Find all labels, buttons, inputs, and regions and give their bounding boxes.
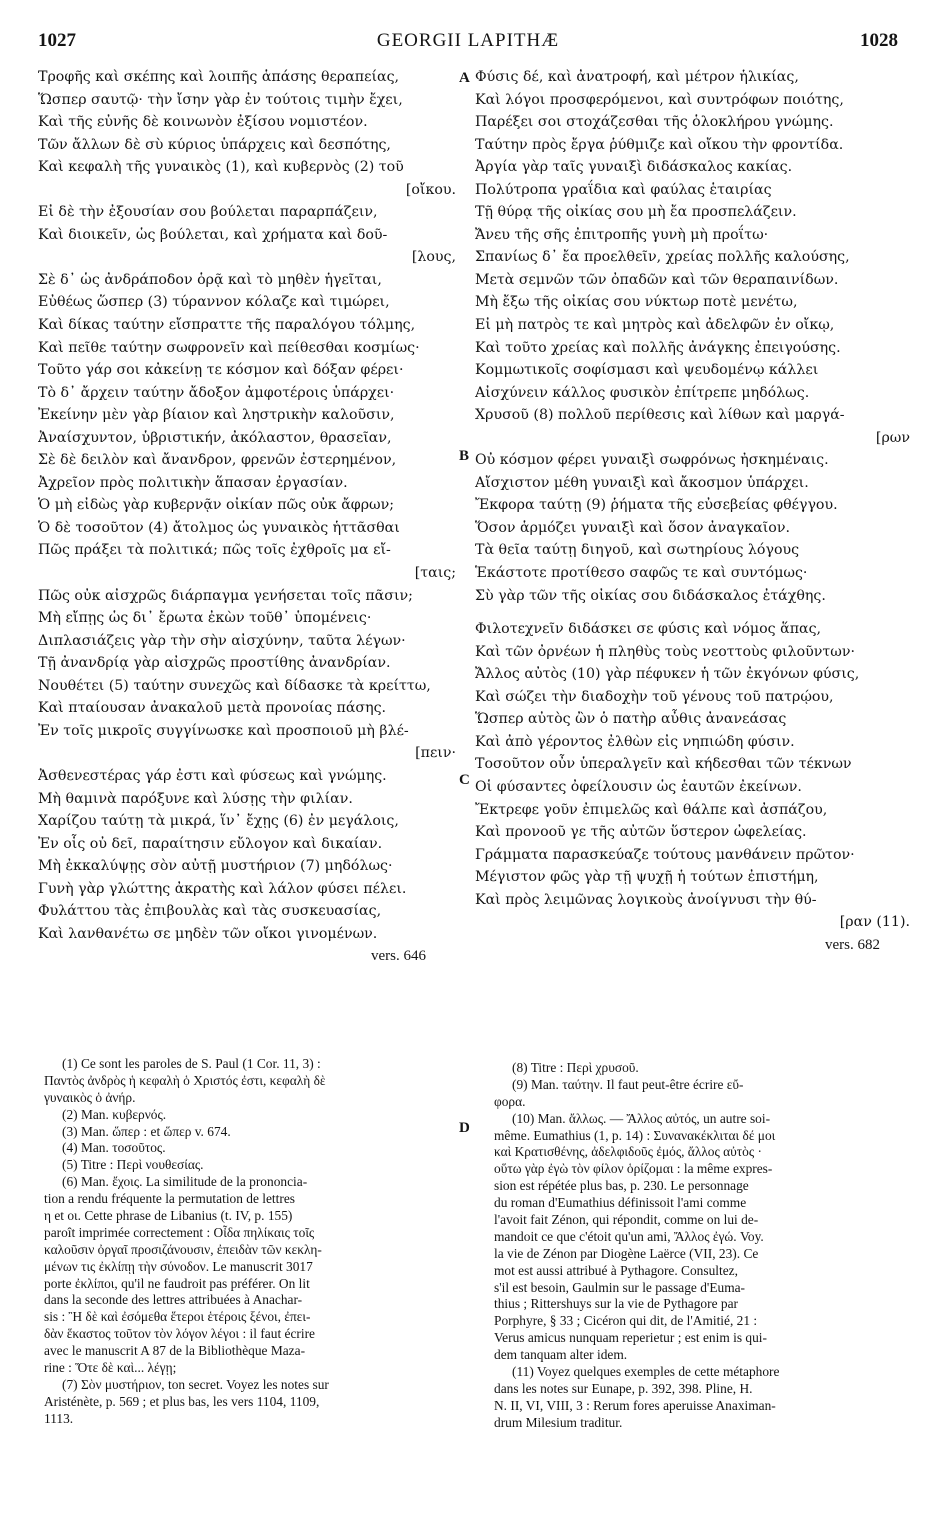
verse-line: Καὶ πρὸς λειμῶνας λογικοὺς ἀνοίγνυσι τὴν θύ- xyxy=(475,891,817,908)
verse-line: Ἀσθενεστέρας γάρ ἐστι καὶ φύσεως καὶ γνώμης. xyxy=(38,767,387,784)
footnote-line: Παντὸς ἀνδρὸς ἡ κεφαλὴ ὁ Χριστός ἐστι, κεφαλὴ δὲ xyxy=(44,1072,326,1088)
verse-line: Ἐν οἷς οὐ δεῖ, παραίτησιν εὔλογον καὶ δικαίαν. xyxy=(38,835,383,852)
footnote-line: porte ἐκλίποι, qu'il ne faudroit pas préférer. On lit xyxy=(44,1275,310,1291)
verse-line: Ὥσπερ σαυτῷ· τὴν ἴσην γὰρ ἐν τούτοις τιμὴν ἔχει, xyxy=(38,91,403,108)
verse-line: Τὸ δ᾽ ἄρχειν ταύτην ἄδοξον ἀμφοτέροις ὑπάρχει· xyxy=(38,384,395,401)
verse-line: Καὶ ἀπὸ γέροντος ἐλθὼν εἰς νηπιώδη φύσιν. xyxy=(475,733,795,750)
verse-line: Καὶ προνοοῦ γε τῆς αὐτῶν ὕστερον ὠφελείας. xyxy=(475,824,807,841)
footnote-line: mot est aussi attribué à Pythagore. Consultez, xyxy=(494,1262,738,1278)
verse-line: Τροφῆς καὶ σκέπης καὶ λοιπῆς ἁπάσης θεραπείας, xyxy=(38,69,400,85)
verse-line: Σὺ γὰρ τῶν τῆς οἰκίας σου διδάσκαλος ἐτάχθης. xyxy=(475,587,826,604)
verse-count: vers. 646 xyxy=(371,948,426,965)
footnote-line: dem tanquam alter idem. xyxy=(494,1347,628,1363)
verse-gap xyxy=(475,607,910,618)
footnote-line: (1) Ce sont les paroles de S. Paul (1 Cor. 11, 3) : xyxy=(62,1056,321,1071)
verse-line: Σὲ δ᾽ ὡς ἀνδράποδον ὁρᾷ καὶ τὸ μηθὲν ἡγεῖται, xyxy=(38,271,382,288)
footnote-line: dans la seconde des lettres attribuées à Anachar- xyxy=(44,1292,303,1308)
verse-line: Φύσις δέ, καὶ ἀνατροφή, καὶ μέτρον ἡλικίας, xyxy=(475,69,799,85)
footnote-line: drum Milesium traditur. xyxy=(494,1414,623,1430)
footnote-line: sis : Ἢ δὲ καὶ ἐσόμεθα ἕτεροι ἑτέροις ξένοι, ἐπει- xyxy=(44,1309,311,1325)
verse-line: Πῶς πράξει τὰ πολιτικά; πῶς τοῖς ἐχθροῖς μα εἴ- xyxy=(38,542,391,559)
footnote-line: 1113. xyxy=(44,1410,74,1426)
footnote-line: paroît imprimée correctement : Οἶδα πηλίκαις τοῖς xyxy=(44,1224,315,1240)
verse-line: Καὶ κεφαλὴ τῆς γυναικὸς (1), καὶ κυβερνὸς (2) τοῦ xyxy=(38,159,404,176)
footnote-line: οὕτω γὰρ ἐγὼ τὸν φίλον ὁρίζομαι : la même expres- xyxy=(494,1161,773,1177)
verse-line: Οὐ κόσμον φέρει γυναιξὶ σωφρόνως ἠσκημέναις. xyxy=(475,452,829,469)
verse-line: Πολύτροπα γραΐδια καὶ φαύλας ἑταιρίας xyxy=(475,181,772,198)
margin-letter-c: C xyxy=(459,772,470,788)
footnote-line: s'il est besoin, Gaulmin sur le passage d'Euma- xyxy=(494,1279,746,1295)
verse-line: Σπανίως δ᾽ ἔα προελθεῖν, χρείας πολλῆς καλούσης, xyxy=(475,249,850,266)
footnote-line: tion a rendu fréquente la permutation de lettres xyxy=(44,1191,295,1207)
footnote-line: sion est répétée plus bas, p. 230. Le personnage xyxy=(494,1178,749,1194)
verse-line: Ἄλλος αὐτὸς (10) γὰρ πέφυκεν ἡ τῶν ἐκγόνων φύσις, xyxy=(475,666,860,683)
footnotes-right xyxy=(494,1060,904,1432)
running-title: GEORGII LAPITHÆ xyxy=(376,30,560,51)
verse-line: Καὶ δίκας ταύτην εἴσπραττε τῆς παραλόγου τόλμης, xyxy=(38,317,416,334)
footnote-line: (10) Man. ἄλλως. — Ἄλλος αὐτός, un autre soi- xyxy=(512,1110,771,1126)
footnote-line: l'avoit fait Zénon, qui répondit, comme on lui de- xyxy=(494,1212,759,1228)
verse-line: [πειν· xyxy=(415,745,456,762)
verse-line: [ραν (11). xyxy=(839,914,910,931)
verse-line: Ἀργία γὰρ ταῖς γυναιξὶ διδάσκαλος κακίας. xyxy=(475,159,793,176)
verse-line: Νουθέτει (5) ταύτην συνεχῶς καὶ δίδασκε τὰ κρείττω, xyxy=(38,677,431,694)
verse-line: Χαρίζου ταύτῃ τὰ μικρά, ἵν᾽ ἔχῃς (6) ἐν μεγάλοις, xyxy=(38,813,399,830)
verse-line: [λους, xyxy=(411,249,456,266)
verse-line: Τοῦτο γάρ σοι κἀκείνῃ τε κόσμον καὶ δόξαν φέρει· xyxy=(38,362,404,379)
verse-line: Γυνὴ γὰρ γλώττης ἀκρατὴς καὶ λάλον φύσει πέλει. xyxy=(38,880,407,897)
verse-line: Ὁ μὴ εἰδὼς γὰρ κυβερνᾷν οἰκίαν πῶς οὐκ ἄφρων; xyxy=(38,497,395,514)
verse-line: Ἐν τοῖς μικροῖς συγγίνωσκε καὶ προσποιοῦ μὴ βλέ- xyxy=(38,722,409,739)
verse-line: Σὲ δὲ δειλὸν καὶ ἄνανδρον, φρενῶν ἐστερημένον, xyxy=(38,452,397,469)
footnote-line: la vie de Zénon par Diogène Laërce (VII, 23). Ce xyxy=(494,1245,759,1261)
footnote-line: η et οι. Cette phrase de Libanius (t. IV, p. 155) xyxy=(44,1208,293,1224)
verse-line: Ὅσον ἁρμόζει γυναιξὶ καὶ ὅσον ἀναγκαῖον. xyxy=(475,519,790,536)
verse-line: Τοσοῦτον οὖν ὑπεραλγεῖν καὶ κήδεσθαι τῶν τέκνων xyxy=(475,756,852,773)
verse-line: Φυλάττου τὰς ἐπιβουλὰς καὶ τὰς συσκευασίας, xyxy=(38,903,382,920)
verse-line: Καὶ πταίουσαν ἀνακαλοῦ μετὰ προνοίας πάσης. xyxy=(38,700,387,717)
footnote-line: Verus amicus nunquam reperietur ; est enim is qui- xyxy=(494,1330,767,1346)
verse-line: Φιλοτεχνεῖν διδάσκει σε φύσις καὶ νόμος ἅπας, xyxy=(475,621,822,638)
footnote-line: (7) Σὸν μυστήριον, ton secret. Voyez les notes sur xyxy=(62,1376,329,1392)
footnote-line: mandoit ce que c'étoit qu'un ami, Ἄλλος ἐγώ. Voy. xyxy=(494,1228,764,1244)
margin-letter-d: D xyxy=(459,1120,470,1136)
verse-line: Ἐκείνην μὲν γὰρ βίαιον καὶ ληστρικὴν καλοῦσιν, xyxy=(38,407,395,424)
verse-column-right xyxy=(475,66,910,956)
footnote-line: (9) Man. ταύτην. Il faut peut-être écrire εὔ- xyxy=(512,1076,744,1092)
verse-line: Τῶν ἄλλων δὲ σὺ κύριος ὑπάρχεις καὶ δεσπότης, xyxy=(38,136,391,153)
verse-line: [ταις; xyxy=(414,565,456,582)
verse-line: Μὴ εἴπῃς ὡς δι᾽ ἔρωτα ἐκὼν τοῦθ᾽ ὑπομένεις· xyxy=(38,610,372,627)
footnote-line: (4) Man. τοσοῦτος. xyxy=(62,1140,166,1156)
footnote-line: (5) Titre : Περὶ νουθεσίας. xyxy=(62,1157,204,1173)
verse-line: Τῇ θύρᾳ τῆς οἰκίας σου μὴ ἔα προσπελάζειν. xyxy=(475,204,797,221)
verse-line: Μὴ θαμινὰ παρόξυνε καὶ λύσῃς τὴν φιλίαν. xyxy=(38,790,353,807)
page-header xyxy=(38,30,898,54)
footnote-line: Aristénète, p. 569 ; et plus bas, les vers 1104, 1109, xyxy=(44,1393,320,1409)
footnote-line: même. Eumathius (1, p. 14) : Συνανακέκλιται δέ μοι xyxy=(494,1127,776,1143)
verse-line: [οἴκου. xyxy=(405,181,456,198)
margin-letter-a: A xyxy=(459,70,470,86)
verse-line: Ἀχρεῖον πρὸς πολιτικὴν ἅπασαν ἐργασίαν. xyxy=(38,474,348,491)
footnote-line: rine : Ὅτε δὲ καὶ... λέγῃ; xyxy=(44,1360,177,1376)
verse-line: Καὶ λανθανέτω σε μηδὲν τῶν οἴκοι γινομένων. xyxy=(38,925,378,942)
footnote-line: (3) Man. ὥπερ : et ὥπερ v. 674. xyxy=(62,1123,231,1139)
verse-line: Παρέξει σοι στοχάζεσθαι τῆς ὁλοκλήρου γνώμης. xyxy=(475,114,834,131)
verse-line: Μέγιστον φῶς γὰρ τῇ ψυχῇ ἡ τούτων ἐπιστήμη, xyxy=(475,869,819,886)
verse-line: Καὶ λόγοι προσφερόμενοι, καὶ συντρόφων ποιότης, xyxy=(475,91,844,108)
verse-line: Καὶ σώζει τὴν διαδοχὴν τοῦ γένους τοῦ πατρῴου, xyxy=(475,688,834,705)
verse-line: Εὐθέως ὥσπερ (3) τύραννον κόλαζε καὶ τιμώρει, xyxy=(38,294,390,311)
verse-line: Καὶ πεῖθε ταύτην σωφρονεῖν καὶ πείθεσθαι κοσμίως· xyxy=(38,339,420,356)
verse-line: Καὶ διοικεῖν, ὡς βούλεται, καὶ χρήματα καὶ δοῦ- xyxy=(38,226,388,243)
verse-line: Αἴσχιστον μέθη γυναιξὶ καὶ ἄκοσμον ὑπάρχει. xyxy=(475,474,809,491)
verse-line: Χρυσοῦ (8) πολλοῦ περίθεσις καὶ λίθων καὶ μαργά- xyxy=(475,407,845,424)
footnote-line: (11) Voyez quelques exemples de cette métaphore xyxy=(512,1364,780,1380)
verse-line: Ὁ δὲ τοσοῦτον (4) ἄτολμος ὡς γυναικὸς ἡττᾶσθαι xyxy=(38,519,400,536)
footnote-line: (2) Man. κυβερνός. xyxy=(62,1106,167,1122)
footnote-line: avec le manuscrit A 87 de la Bibliothèque Maza- xyxy=(44,1343,306,1359)
verse-line: Ἔκφορα ταύτῃ (9) ῥήματα τῆς εὐσεβείας φθέγγου. xyxy=(475,497,838,514)
verse-line: Διπλασιάζεις γὰρ τὴν σὴν αἰσχύνην, ταῦτα λέγων· xyxy=(38,632,406,649)
verse-line: Ἔκτρεφε γοῦν ἐπιμελῶς καὶ θάλπε καὶ ἀσπάζου, xyxy=(475,801,828,818)
footnotes-left xyxy=(44,1056,454,1428)
verse-line: Ἑκάστοτε προτίθεσο σαφῶς τε καὶ συντόμως· xyxy=(475,565,808,582)
verse-line: Εἰ δὲ τὴν ἐξουσίαν σου βούλεται παραρπάζειν, xyxy=(38,204,378,221)
verse-line: Καὶ τοῦτο χρείας καὶ πολλῆς ἀνάγκης ἐπειγούσης. xyxy=(475,339,841,356)
margin-letter-b: B xyxy=(459,448,470,464)
verse-line: Ὥσπερ αὐτὸς ὢν ὁ πατὴρ αὖθις ἀνανεάσας xyxy=(475,711,787,728)
verse-line: Μὴ ἐκκαλύψῃς σὸν αὐτῇ μυστήριον (7) μηδόλως· xyxy=(38,858,393,875)
footnote-line: dans les notes sur Eunape, p. 392, 398. Pline, H. xyxy=(494,1380,753,1396)
verse-line: Τῇ ἀνανδρίᾳ γὰρ αἰσχρῶς προστίθης ἀνανδρίαν. xyxy=(38,655,391,672)
verse-count: vers. 682 xyxy=(825,936,880,953)
verse-line: Τὰ θεῖα ταύτῃ διηγοῦ, καὶ σωτηρίους λόγους xyxy=(475,542,800,559)
verse-line: Καὶ τῶν ὀρνέων ἡ πληθὺς τοὺς νεοττοὺς φιλοῦντων· xyxy=(475,643,855,660)
verse-line: Εἰ μὴ πατρὸς τε καὶ μητρὸς καὶ ἀδελφῶν ἐν οἴκῳ, xyxy=(475,317,835,334)
verse-line: Αἰσχύνειν κάλλος φυσικὸν ἐπίτρεπε μηδόλως. xyxy=(475,384,810,401)
footnote-line: καλοῦσιν ὀργαῖ προσιζάνουσιν, ἐπειδὰν τῶν κεκλη- xyxy=(44,1241,322,1257)
footnote-line: (6) Man. ἔχοις. La similitude de la prononcia- xyxy=(62,1174,308,1190)
verse-line: Ταύτην πρὸς ἔργα ῥύθμιζε καὶ οἴκου τὴν φροντίδα. xyxy=(475,136,844,153)
verse-column-left xyxy=(38,66,456,968)
footnote-line: thius ; Rittershuys sur la vie de Pythagore par xyxy=(494,1296,738,1312)
footnote-line: μένων τις ἐκλίπῃ τὴν σύνοδον. Le manuscrit 3017 xyxy=(44,1258,313,1274)
footnote-line: (8) Titre : Περὶ χρυσοῦ. xyxy=(512,1060,639,1075)
verse-line: Ἀναίσχυντον, ὑβριστικήν, ἀκόλαστον, θρασεῖαν, xyxy=(38,429,392,446)
verse-line: Μὴ ἔξω τῆς οἰκίας σου νύκτωρ ποτὲ μενέτω, xyxy=(475,294,798,311)
verse-line: Γράμματα παρασκεύαζε τούτους μανθάνειν πρῶτον· xyxy=(475,846,855,863)
footnote-line: N. II, VI, VIII, 3 : Rerum fores aperuisse Anaximan- xyxy=(494,1397,776,1413)
footnote-line: γυναικὸς ὁ ἀνήρ. xyxy=(44,1089,136,1105)
page-number-right: 1028 xyxy=(860,30,898,51)
page-number-left: 1027 xyxy=(38,30,76,51)
verse-line: [ρων xyxy=(875,429,910,446)
footnote-line: φορα. xyxy=(494,1093,526,1109)
verse-line: Οἱ φύσαντες ὀφείλουσιν ὡς ἑαυτῶν ἐκείνων. xyxy=(475,778,802,795)
verse-line: Καὶ τῆς εὐνῆς δὲ κοινωνὸν ἐξίσου νομιστέον. xyxy=(38,114,368,131)
footnote-line: du roman d'Eumathius définissoit l'ami comme xyxy=(494,1195,747,1211)
footnote-line: Porphyre, § 33 ; Cicéron qui dit, de l'Amitié, 21 : xyxy=(494,1313,758,1329)
footnote-line: καὶ Κρατισθένης, ἀδελφιδοῦς ἐμός, ἄλλος αὐτὸς · xyxy=(494,1144,762,1160)
footnote-line: δὰν ἕκαστος τοῦτον τὸν λόγον λέγοι : il faut écrire xyxy=(44,1326,315,1342)
verse-line: Πῶς οὐκ αἰσχρῶς διάρπαγμα γενήσεται τοῖς πᾶσιν; xyxy=(38,587,413,604)
verse-line: Κομμωτικοῖς σοφίσμασι καὶ ψευδομένῳ κάλλει xyxy=(475,362,819,379)
verse-line: Ἄνευ τῆς σῆς ἐπιτροπῆς γυνὴ μὴ προΐτω· xyxy=(475,226,769,243)
verse-line: Μετὰ σεμνῶν τῶν ὀπαδῶν καὶ τῶν θεραπαινίδων. xyxy=(475,271,839,288)
